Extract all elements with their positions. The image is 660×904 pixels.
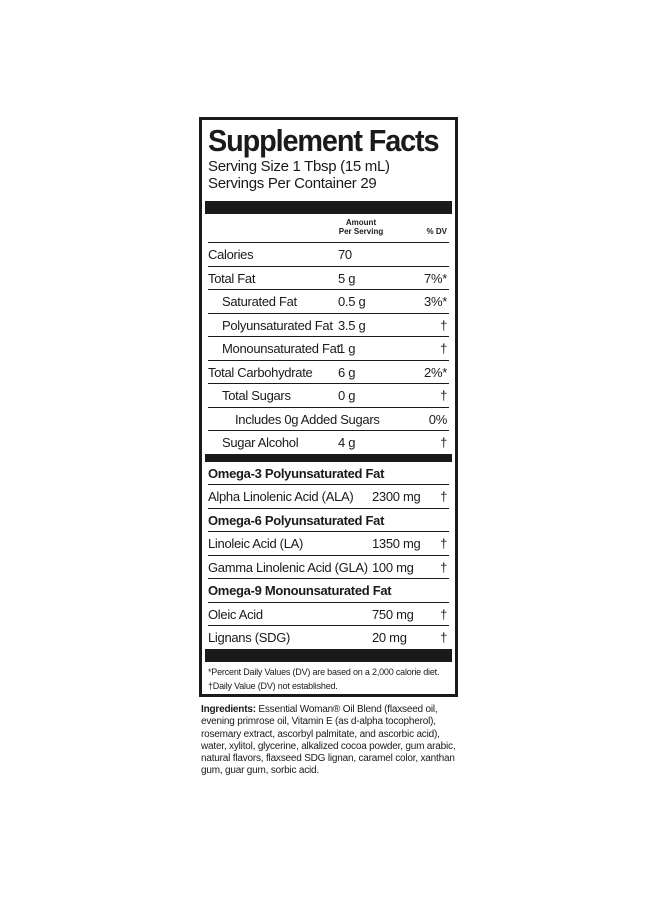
nutrient-amount: 0 g [338,388,356,403]
nutrient-row [208,337,449,361]
supplement-facts-panel [199,117,458,697]
nutrient-row [208,243,449,267]
panel-title: Supplement Facts [208,123,439,158]
fatty-acid-row [208,603,449,627]
nutrient-row [208,290,449,314]
fatty-acid-label: Alpha Linolenic Acid (ALA) [208,489,354,504]
fatty-acid-dv: † [440,489,447,504]
nutrient-amount: 5 g [338,270,356,286]
nutrient-row [208,431,449,454]
column-header [208,214,449,243]
amount-per-serving-header: Amount Per Serving [338,218,384,236]
fatty-acid-label: Gamma Linolenic Acid (GLA) [208,559,368,575]
servings-per-container: Servings Per Container 29 [208,175,377,192]
nutrient-label: Includes 0g Added Sugars [235,411,380,427]
nutrient-label: Total Carbohydrate [208,364,313,380]
nutrient-amount: 3.5 g [338,317,366,333]
fatty-acid-group-heading [208,509,449,533]
nutrient-label: Polyunsaturated Fat [222,317,333,333]
nutrient-dv: † [440,435,447,450]
group-label: Omega-6 Polyunsaturated Fat [208,512,385,528]
fatty-acid-dv: † [440,559,447,575]
thick-divider [205,201,452,214]
nutrient-dv: 2%* [424,364,447,380]
nutrient-amount: 1 g [338,341,356,356]
nutrient-row [208,361,449,385]
ingredients-line: rosemary extract, ascorbyl palmitate, and ascorbic acid), [201,728,440,740]
thick-divider [205,649,452,662]
nutrient-label: Calories [208,247,254,262]
nutrient-dv: 7%* [424,270,447,286]
nutrient-dv: † [440,388,447,403]
fatty-acid-row [208,556,449,580]
fatty-acid-amount: 2300 mg [372,489,421,504]
group-label: Omega-3 Polyunsaturated Fat [208,465,385,481]
fatty-acid-row [208,532,449,556]
fatty-acid-amount: 1350 mg [372,536,421,551]
ingredients-line: gum, guar gum, sorbic acid. [201,765,319,777]
nutrient-dv: 3%* [424,294,447,309]
nutrient-row [208,408,449,432]
nutrient-amount: 0.5 g [338,294,366,309]
nutrient-dv: † [440,341,447,356]
ingredients-line: Essential Woman® Oil Blend (flaxseed oil, [255,704,438,715]
fatty-acid-dv: † [440,536,447,551]
nutrient-amount: 70 [338,247,352,262]
nutrient-label: Total Sugars [222,388,291,403]
nutrient-label: Total Fat [208,270,256,286]
fatty-acid-dv: † [440,606,447,622]
thick-divider [205,454,452,462]
fatty-acid-dv: † [440,630,447,645]
fatty-acid-amount: 20 mg [372,630,407,645]
ingredients-line: water, xylitol, glycerine, alkalized cocoa powder, gum arabic, [201,740,456,752]
serving-size: Serving Size 1 Tbsp (15 mL) [208,158,390,175]
fatty-acid-group-heading [208,462,449,486]
ingredients-label: Ingredients: [201,704,256,715]
fatty-acid-group-heading [208,579,449,603]
nutrient-row [208,314,449,338]
nutrient-label: Saturated Fat [222,294,297,309]
fatty-acid-amount: 750 mg [372,606,414,622]
nutrient-amount: 4 g [338,435,356,450]
dv-header: % DV [426,227,447,236]
ingredients-text [201,704,463,778]
nutrient-dv: † [440,317,447,333]
nutrient-label: Monounsaturated Fat [222,341,340,356]
nutrient-row [208,267,449,291]
footnote-not-established: †Daily Value (DV) not established. [208,680,338,691]
nutrient-dv: 0% [428,411,447,427]
footnote-dv-basis: *Percent Daily Values (DV) are based on a 2,000 calorie diet. [208,666,440,677]
fatty-acid-label: Lignans (SDG) [208,630,291,645]
fatty-acid-amount: 100 mg [372,559,414,575]
fatty-acid-row [208,485,449,509]
ingredients-line: evening primrose oil, Vitamin E (as d-alpha tocopherol), [201,716,436,728]
fatty-acid-label: Linoleic Acid (LA) [208,536,304,551]
ingredients-line: natural flavors, flaxseed SDG lignan, caramel color, xanthan [201,753,455,765]
group-label: Omega-9 Monounsaturated Fat [208,583,392,598]
nutrient-row [208,384,449,408]
fatty-acid-label: Oleic Acid [208,606,263,622]
nutrient-label: Sugar Alcohol [222,435,299,450]
footnotes [208,665,449,693]
nutrient-amount: 6 g [338,364,356,380]
fatty-acid-row [208,626,449,649]
